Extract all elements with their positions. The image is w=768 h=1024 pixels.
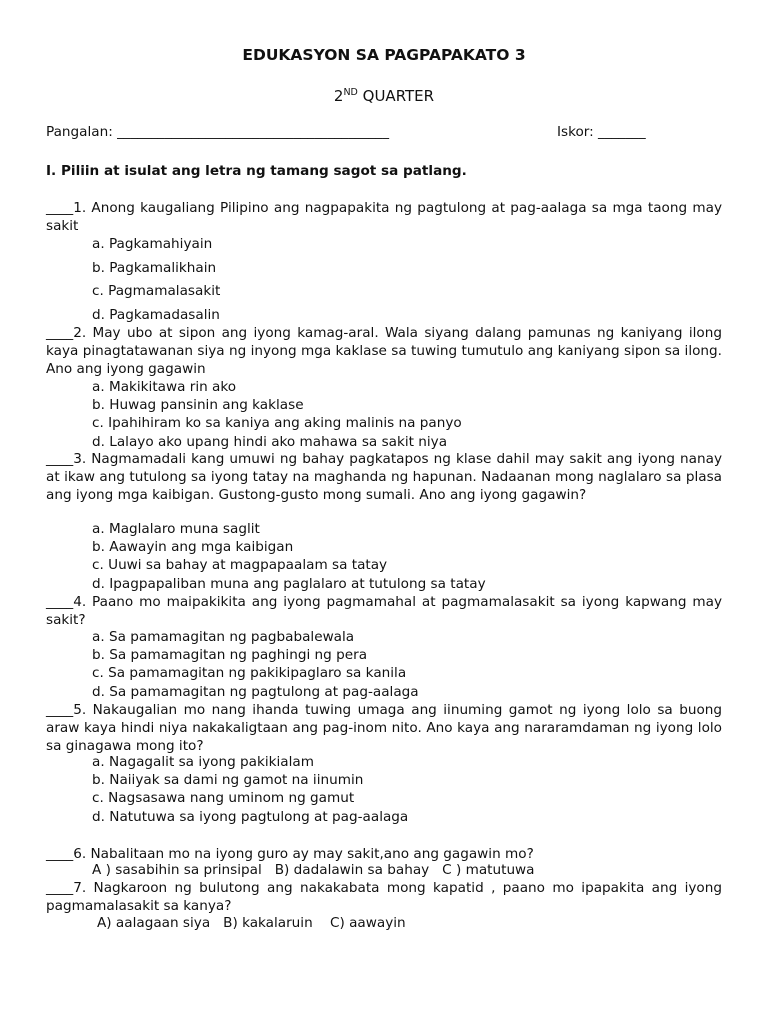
- question-2-option-b: b. Huwag pansinin ang kaklase: [92, 397, 304, 414]
- question-6: ____6. Nabalitaan mo na iyong guro ay may sakit,ano ang gagawin mo?: [46, 846, 534, 862]
- worksheet-title: EDUKASYON SA PAGPAPAKATO 3: [242, 46, 526, 64]
- question-2: ____2. May ubo at sipon ang iyong kamag-aral. Wala siyang dalang pamunas ng kaniyang ilong kaya pinagtatawanan siya ng inyong mga kaklase sa tuwing tumutulo ang kaniyang sipon sa ilong. Ano ang iyong gagawin: [46, 325, 722, 378]
- question-1-option-b: b. Pagkamalikhain: [92, 259, 217, 276]
- question-6-options: A ) sasabihin sa prinsipal B) dadalawin sa bahay C ) matutuwa: [92, 862, 535, 878]
- question-4: ____4. Paano mo maipakikita ang iyong pagmamahal at pagmamalasakit sa iyong kapwang may sakit?: [46, 594, 722, 629]
- question-3-option-b: b. Aawayin ang mga kaibigan: [92, 539, 294, 556]
- question-5-options: [92, 753, 408, 826]
- score-field: Iskor: _______: [557, 124, 646, 140]
- question-2-option-d: d. Lalayo ako upang hindi ako mahawa sa sakit niya: [92, 433, 448, 450]
- question-5-option-c: c. Nagsasawa nang uminom ng gamut: [92, 790, 355, 807]
- question-3-option-a: a. Maglalaro muna saglit: [92, 521, 260, 537]
- quarter-number: 2: [333, 87, 344, 105]
- question-5-option-b: b. Naiiyak sa dami ng gamot na iinumin: [92, 772, 364, 789]
- question-4-option-b: b. Sa pamamagitan ng paghingi ng pera: [92, 647, 368, 664]
- question-4-option-a: a. Sa pamamagitan ng pagbabalewala: [92, 629, 355, 645]
- question-5-option-d: d. Natutuwa sa iyong pagtulong at pag-aalaga: [92, 808, 409, 825]
- quarter-heading: [0, 87, 768, 105]
- question-4-options: [92, 628, 419, 701]
- name-field: Pangalan: ________________________________________: [46, 124, 389, 140]
- question-4-option-c: c. Sa pamamagitan ng pakikipaglaro sa kanila: [92, 665, 407, 682]
- question-2-options: [92, 378, 462, 451]
- question-7: ____7. Nagkaroon ng bulutong ang nakakabata mong kapatid , paano mo ipapakita ang iyong pagmamalasakit sa kanya?: [46, 880, 722, 915]
- question-2-option-a: a. Makikitawa rin ako: [92, 379, 237, 395]
- question-7-options: A) aalagaan siya B) kakalaruin C) aawayin: [97, 915, 406, 931]
- question-1: ____1. Anong kaugaliang Pilipino ang nagpapakita ng pagtulong at pag-aalaga sa mga taong may sakit: [46, 200, 722, 235]
- question-3-options: [92, 520, 486, 593]
- question-1-option-a: a. Pagkamahiyain: [92, 236, 213, 252]
- quarter-superscript: ND: [343, 87, 358, 98]
- question-3-option-d: d. Ipagpapaliban muna ang paglalaro at tutulong sa tatay: [92, 575, 486, 592]
- question-3: ____3. Nagmamadali kang umuwi ng bahay pagkatapos ng klase dahil may sakit ang iyong nanay at ikaw ang tutulong sa iyong tatay na maghanda ng hapunan. Nadaanan mong naglalaro sa plasa ang iyong mga kaibigan. Gustong-gusto mong sumali. Ano ang iyong gagawin?: [46, 451, 722, 504]
- question-3-option-c: c. Uuwi sa bahay at magpapaalam sa tatay: [92, 557, 388, 574]
- question-1-options: [92, 233, 220, 327]
- question-5-option-a: a. Nagagalit sa iyong pakikialam: [92, 754, 314, 770]
- question-2-option-c: c. Ipahihiram ko sa kaniya ang aking malinis na panyo: [92, 415, 462, 432]
- question-5: ____5. Nakaugalian mo nang ihanda tuwing umaga ang iinuming gamot ng iyong lolo sa buong araw kaya hindi niya nakakaligtaan ang pag-inom nito. Ano kaya ang nararamdaman ng iyong lolo sa ginagawa mong ito?: [46, 702, 722, 755]
- instruction: I. Piliin at isulat ang letra ng tamang sagot sa patlang.: [46, 163, 467, 179]
- question-1-option-c: c. Pagmamalasakit: [92, 283, 221, 299]
- question-1-option-d: d. Pagkamadasalin: [92, 306, 220, 323]
- question-4-option-d: d. Sa pamamagitan ng pagtulong at pag-aalaga: [92, 683, 419, 700]
- quarter-word: QUARTER: [357, 87, 435, 105]
